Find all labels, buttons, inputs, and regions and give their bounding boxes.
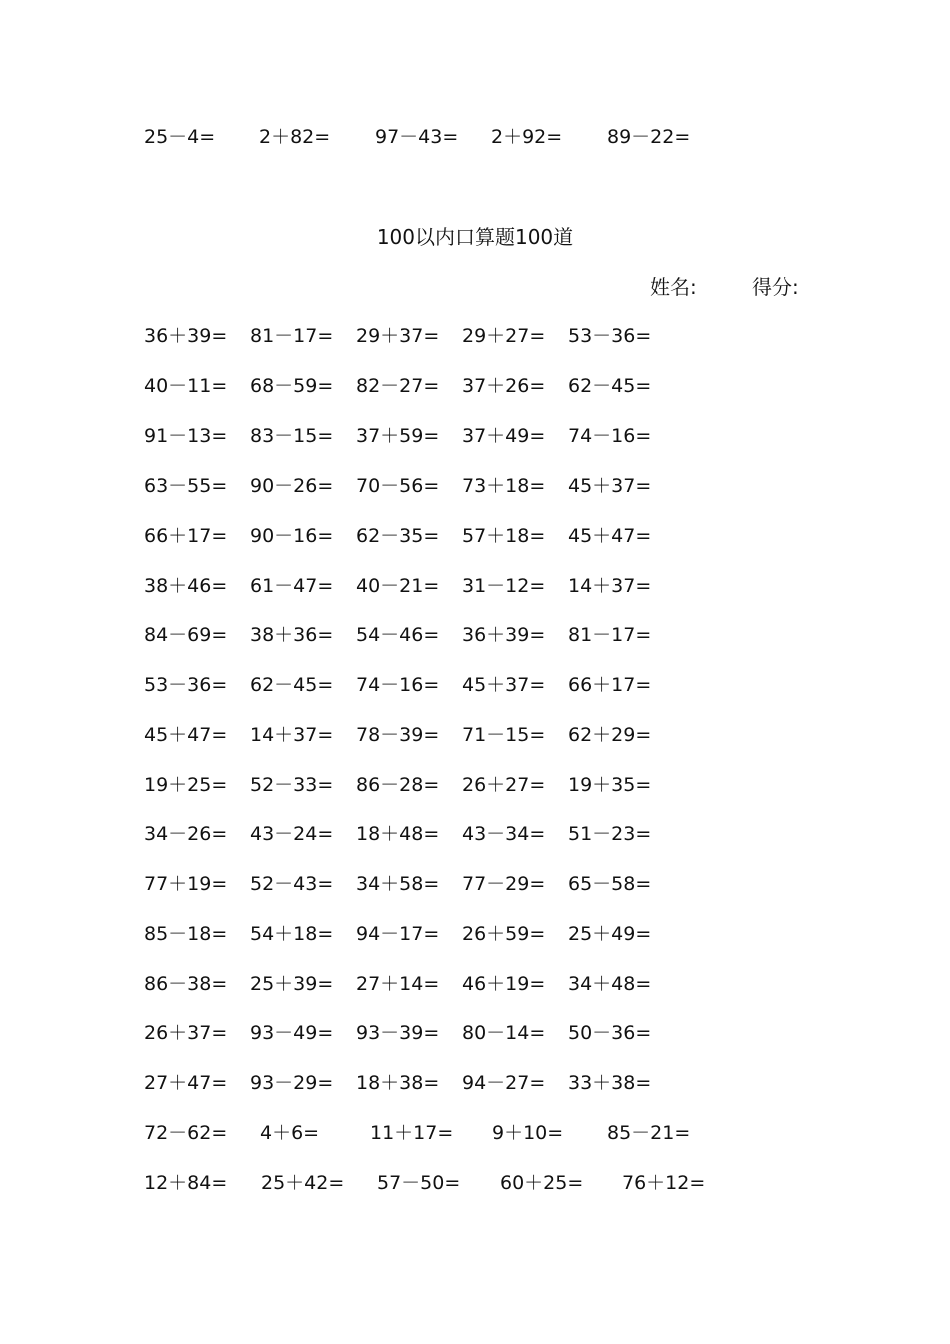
problem: 61－47= (250, 575, 334, 597)
problem: 57＋18= (462, 525, 546, 547)
problem: 66＋17= (568, 674, 652, 696)
problem: 91－13= (144, 425, 228, 447)
problem: 45＋37= (568, 475, 652, 497)
problem: 45＋47= (568, 525, 652, 547)
problem: 80－14= (462, 1022, 546, 1044)
problem: 83－15= (250, 425, 334, 447)
problem: 50－36= (568, 1022, 652, 1044)
problem: 34＋48= (568, 973, 652, 995)
problem: 26＋59= (462, 923, 546, 945)
problem: 45＋47= (144, 724, 228, 746)
problem: 11＋17= (370, 1122, 454, 1144)
problem: 86－38= (144, 973, 228, 995)
problem: 53－36= (144, 674, 228, 696)
problem: 73＋18= (462, 475, 546, 497)
problem: 81－17= (568, 624, 652, 646)
problem: 18＋38= (356, 1072, 440, 1094)
problem: 29＋37= (356, 325, 440, 347)
worksheet-title: 100以内口算题100道 (376, 225, 574, 249)
problem: 38＋36= (250, 624, 334, 646)
problem: 74－16= (356, 674, 440, 696)
problem: 77－29= (462, 873, 546, 895)
problem: 29＋27= (462, 325, 546, 347)
problem: 78－39= (356, 724, 440, 746)
problem: 97－43= (375, 126, 459, 148)
problem: 85－21= (607, 1122, 691, 1144)
problem: 71－15= (462, 724, 546, 746)
problem: 34－26= (144, 823, 228, 845)
problem: 40－21= (356, 575, 440, 597)
problem: 26＋27= (462, 774, 546, 796)
problem: 52－43= (250, 873, 334, 895)
problem: 52－33= (250, 774, 334, 796)
problem: 82－27= (356, 375, 440, 397)
problem: 25＋49= (568, 923, 652, 945)
problem: 36＋39= (462, 624, 546, 646)
problem: 93－39= (356, 1022, 440, 1044)
problem: 62－45= (568, 375, 652, 397)
problem: 45＋37= (462, 674, 546, 696)
problem: 70－56= (356, 475, 440, 497)
problem: 51－23= (568, 823, 652, 845)
problem: 19＋25= (144, 774, 228, 796)
problem: 18＋48= (356, 823, 440, 845)
score-label: 得分: (752, 275, 799, 299)
problem: 72－62= (144, 1122, 228, 1144)
problem: 34＋58= (356, 873, 440, 895)
problem: 37＋26= (462, 375, 546, 397)
problem: 89－22= (607, 126, 691, 148)
problem: 81－17= (250, 325, 334, 347)
problem: 12＋84= (144, 1172, 228, 1194)
problem: 63－55= (144, 475, 228, 497)
problem: 36＋39= (144, 325, 228, 347)
problem: 90－16= (250, 525, 334, 547)
problem: 76＋12= (622, 1172, 706, 1194)
problem: 62＋29= (568, 724, 652, 746)
problem: 53－36= (568, 325, 652, 347)
problem: 90－26= (250, 475, 334, 497)
problem: 86－28= (356, 774, 440, 796)
problem: 37＋49= (462, 425, 546, 447)
problem: 62－45= (250, 674, 334, 696)
problem: 2＋92= (491, 126, 563, 148)
problem: 85－18= (144, 923, 228, 945)
problem: 37＋59= (356, 425, 440, 447)
problem: 14＋37= (568, 575, 652, 597)
problem: 4＋6= (260, 1122, 320, 1144)
problem: 25＋39= (250, 973, 334, 995)
problem: 62－35= (356, 525, 440, 547)
problem: 66＋17= (144, 525, 228, 547)
problem: 84－69= (144, 624, 228, 646)
problem: 40－11= (144, 375, 228, 397)
problem: 33＋38= (568, 1072, 652, 1094)
problem: 19＋35= (568, 774, 652, 796)
problem: 54－46= (356, 624, 440, 646)
problem: 46＋19= (462, 973, 546, 995)
problem: 65－58= (568, 873, 652, 895)
problem: 2＋82= (259, 126, 331, 148)
problem: 27＋14= (356, 973, 440, 995)
problem: 57－50= (377, 1172, 461, 1194)
problem: 93－29= (250, 1072, 334, 1094)
problem: 60＋25= (500, 1172, 584, 1194)
problem: 68－59= (250, 375, 334, 397)
name-label: 姓名: (650, 275, 697, 299)
problem: 27＋47= (144, 1072, 228, 1094)
problem: 31－12= (462, 575, 546, 597)
problem: 43－34= (462, 823, 546, 845)
problem: 25＋42= (261, 1172, 345, 1194)
problem: 14＋37= (250, 724, 334, 746)
problem: 93－49= (250, 1022, 334, 1044)
problem: 38＋46= (144, 575, 228, 597)
problem: 9＋10= (492, 1122, 564, 1144)
problem: 94－17= (356, 923, 440, 945)
problem: 25－4= (144, 126, 216, 148)
problem: 54＋18= (250, 923, 334, 945)
problem: 77＋19= (144, 873, 228, 895)
problem: 26＋37= (144, 1022, 228, 1044)
problem: 94－27= (462, 1072, 546, 1094)
problem: 74－16= (568, 425, 652, 447)
problem: 43－24= (250, 823, 334, 845)
